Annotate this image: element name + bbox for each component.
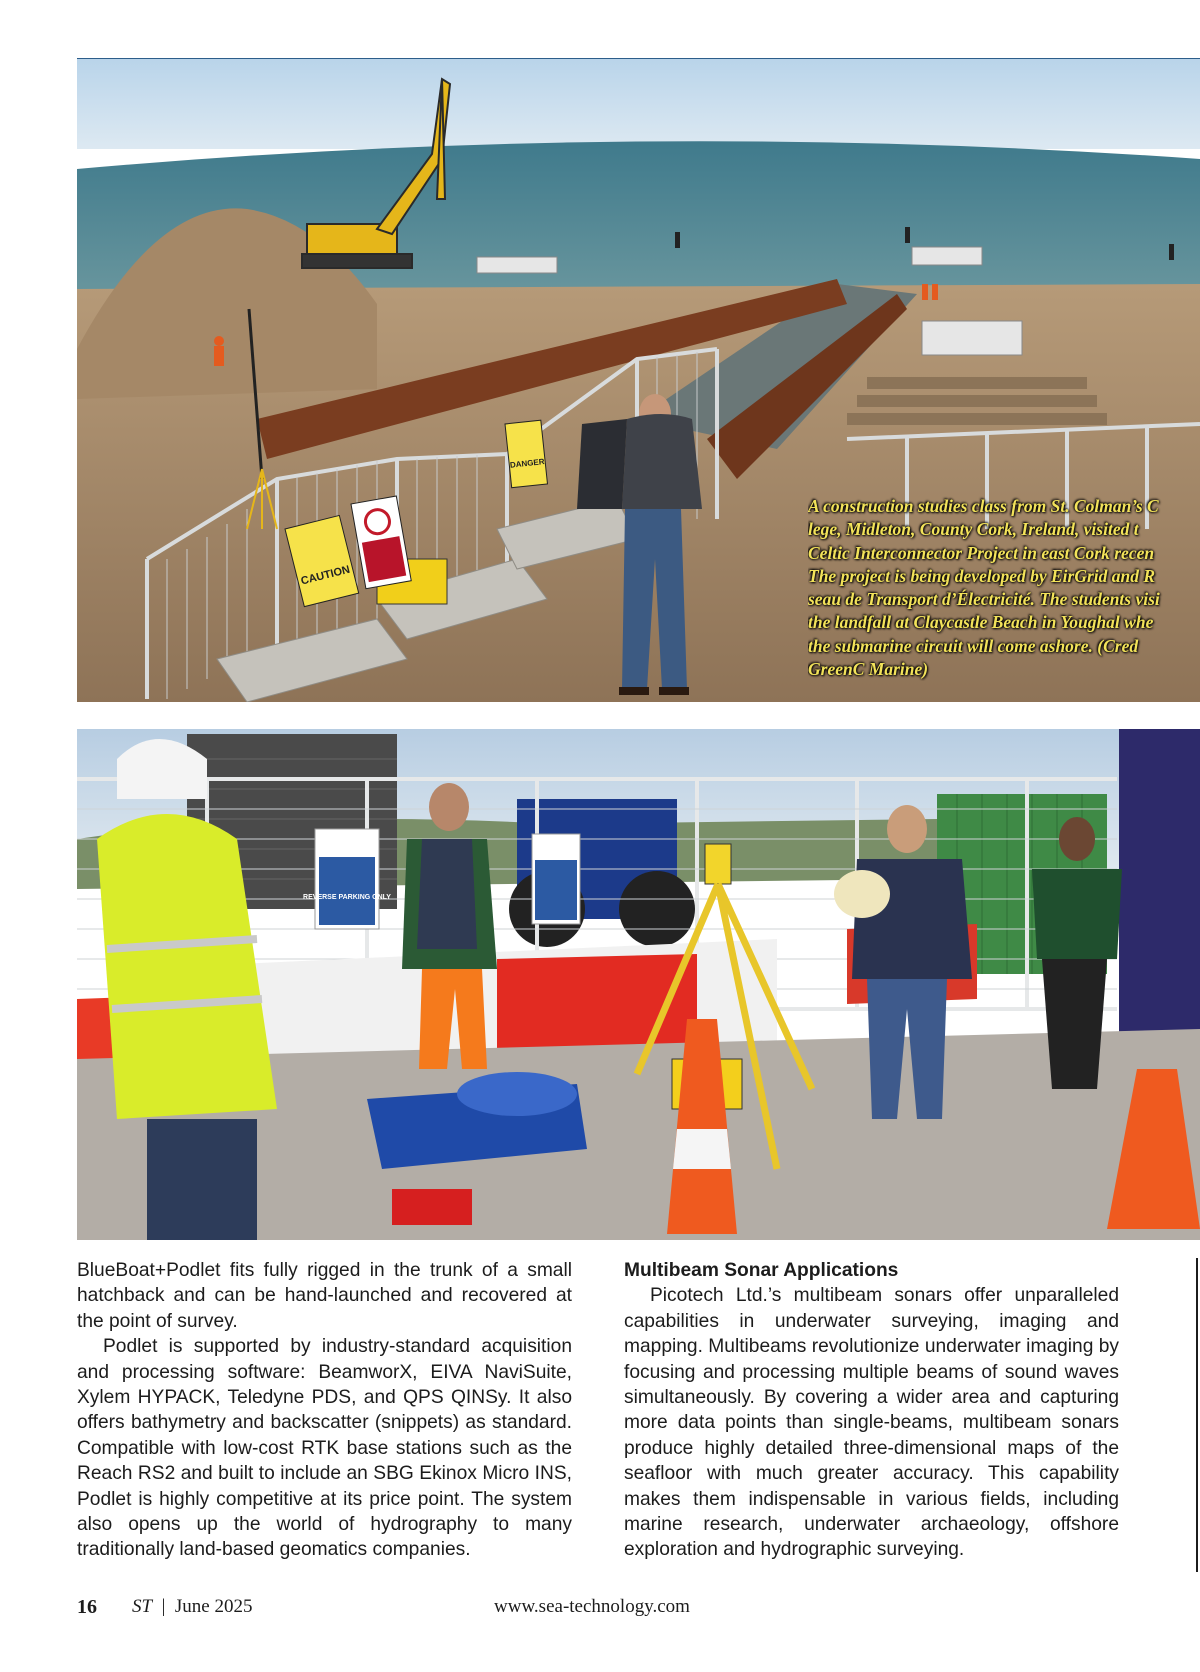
worker: [932, 284, 938, 300]
website-url[interactable]: www.sea-technology.com: [494, 1596, 690, 1617]
section-heading: Multibeam Sonar Applications: [624, 1260, 899, 1281]
red-case: [392, 1189, 472, 1225]
paragraph: Podlet is supported by industry-standard acquisition and processing software: BeamworX, EIVA NaviSuite, Xylem HYPACK, Teledyne PDS, and QPS QINSy. It also offers bathymetry and backscatter (snippets) as standard. Compatible with low-cost RTK base stations such as the Reach RS2 and built to include an SBG Ekinox Micro INS, Podlet is highly competitive at its price point. The system also opens up the world of hydrography to many traditionally land-based geomatics companies.: [77, 1336, 572, 1561]
concrete-block: [922, 321, 1022, 355]
reverse-parking-text: REVERSE PARKING ONLY: [303, 894, 391, 901]
photo-caption: [808, 495, 1200, 681]
caution-sign-text: CAUTION: [299, 563, 352, 588]
sea-post: [905, 227, 910, 243]
purple-panel: [1119, 729, 1200, 1069]
sea-post: [1169, 244, 1174, 260]
reverse-parking-sign: [532, 834, 580, 924]
column-rule: [1196, 1258, 1198, 1572]
students-equipment-illustration: [77, 729, 1200, 1240]
caption-line: the submarine circuit will come ashore. (Cred: [808, 635, 1139, 656]
reverse-parking-sign: [303, 829, 391, 929]
sea-post: [675, 232, 680, 248]
caption-line: lege, Midleton, County Cork, Ireland, visited t: [808, 519, 1139, 540]
worker: [922, 284, 928, 300]
magazine-issue: [132, 1596, 252, 1618]
footer-separator: |: [161, 1596, 166, 1617]
worker: [214, 346, 224, 366]
caption-line: Celtic Interconnector Project in east Cork recen: [808, 542, 1155, 563]
timber-planks: [847, 377, 1107, 425]
concrete-block: [477, 257, 557, 273]
paragraph: Picotech Ltd.’s multibeam sonars offer unparalleled capabilities in underwater surveying, imaging and mapping. Multibeams revolutionize underwater imaging by focusing and processing multiple beams of sound waves simultaneously. By covering a wider area and capturing more data points than single-beams, multibeam sonars produce highly detailed three-dimensional maps of the seafloor with much greater accuracy. This capability makes them indispensable in various fields, including marine research, underwater archaeology, offshore exploration and hydrographic surveying.: [624, 1285, 1119, 1561]
right-column: [624, 1258, 1119, 1563]
worker: [214, 336, 224, 346]
photo-students-equipment: [77, 729, 1200, 1240]
page-number: 16: [77, 1596, 97, 1618]
survey-boat-hull: [457, 1072, 577, 1116]
paragraph: BlueBoat+Podlet fits fully rigged in the trunk of a small hatchback and can be hand-launched and recovered at the point of survey.: [77, 1260, 572, 1332]
tractor-wheel: [619, 871, 695, 947]
caption-line: the landfall at Claycastle Beach in Youghal whe: [808, 612, 1154, 633]
page-footer: [77, 1596, 1077, 1626]
traffic-cone-stripe: [673, 1129, 731, 1169]
concrete-block: [912, 247, 982, 265]
caption-line: seau de Transport d’Électricité. The students visi: [808, 589, 1160, 610]
left-column: [77, 1258, 572, 1563]
danger-sign: [505, 420, 547, 487]
magazine-name: ST: [132, 1596, 153, 1617]
issue-date: June 2025: [174, 1596, 253, 1617]
caption-line: The project is being developed by EirGrid and R: [808, 565, 1156, 586]
caption-line: GreenC Marine): [808, 659, 929, 680]
caption-line: A construction studies class from St. Colman’s C: [808, 496, 1159, 516]
sky: [77, 59, 1200, 149]
danger-sign-text: DANGER: [509, 457, 545, 470]
